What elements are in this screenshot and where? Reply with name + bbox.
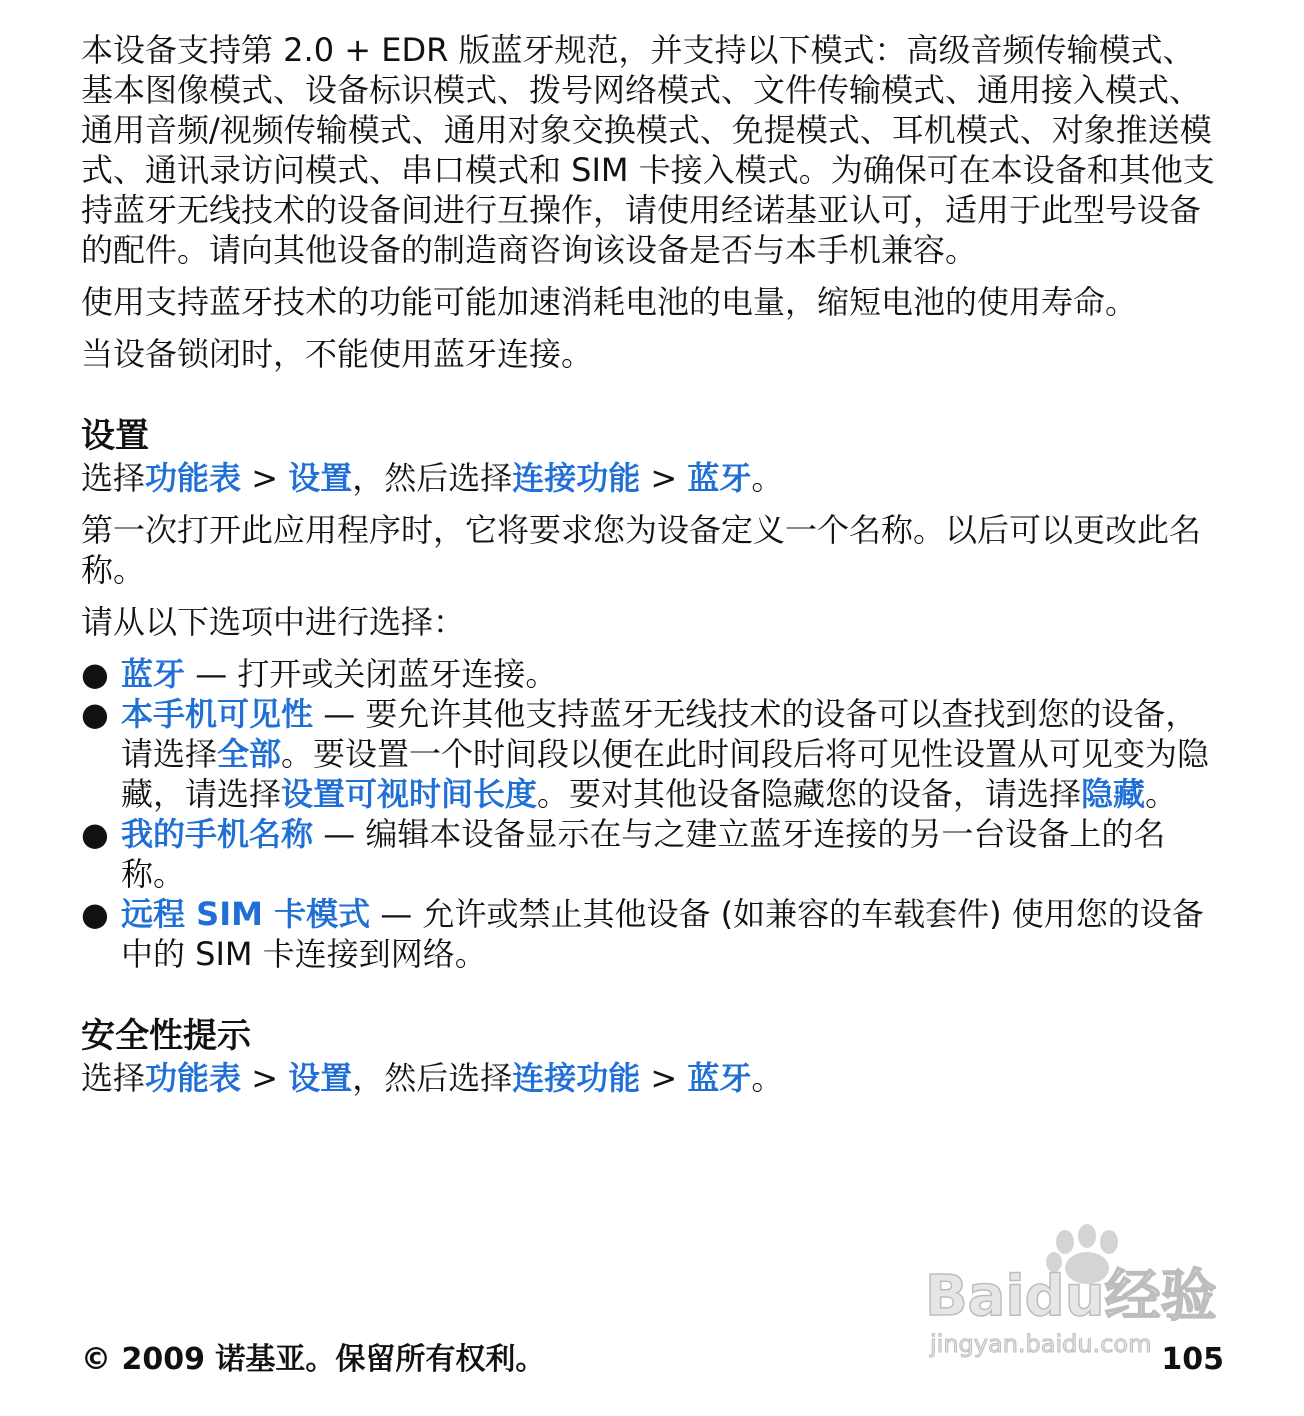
option-description: — 打开或关闭蓝牙连接。 <box>185 655 558 693</box>
option-phone-name[interactable]: 我的手机名称 <box>121 815 314 853</box>
choose-prompt: 请从以下选项中进行选择： <box>81 603 466 641</box>
list-item <box>81 894 1224 974</box>
list-item <box>81 694 1224 814</box>
option-value-all[interactable]: 全部 <box>217 735 282 773</box>
connectivity-link[interactable]: 连接功能 <box>512 1059 641 1097</box>
list-item <box>81 814 1224 894</box>
first-time-note: 第一次打开此应用程序时，它将要求您为设备定义一个名称。以后可以更改此名称。 <box>81 511 1202 589</box>
safety-menu-path <box>81 1058 1224 1098</box>
option-visibility[interactable]: 本手机可见性 <box>121 695 314 733</box>
bluetooth-link[interactable]: 蓝牙 <box>687 459 752 497</box>
option-description: — 要允许其他支持蓝牙无线技术的设备可以查找到您的设备，请选择 <box>121 695 1198 773</box>
settings-menu-path <box>81 458 1224 498</box>
path-middle: ，然后选择 <box>352 1059 513 1097</box>
path-middle: ，然后选择 <box>352 459 513 497</box>
page-footer <box>81 1340 1224 1380</box>
page-number: 105 <box>1161 1342 1224 1377</box>
connectivity-link[interactable]: 连接功能 <box>512 459 641 497</box>
option-value-define-period[interactable]: 设置可视时间长度 <box>281 775 538 813</box>
bullet-icon: ● <box>81 815 109 853</box>
option-value-hidden[interactable]: 隐藏 <box>1081 775 1146 813</box>
option-description: 。 <box>1145 775 1178 813</box>
option-description: 。要设置一个时间段以便在此时间段后将可见性设置从可见变为隐藏，请选择 <box>121 735 1210 813</box>
settings-link[interactable]: 设置 <box>288 459 353 497</box>
lock-note: 当设备锁闭时，不能使用蓝牙连接。 <box>81 335 594 373</box>
path-prefix: 选择 <box>81 459 146 497</box>
option-description: 。要对其他设备隐藏您的设备，请选择 <box>537 775 1082 813</box>
intro-paragraph: 本设备支持第 2.0 + EDR 版蓝牙规范，并支持以下模式：高级音频传输模式、基本图像模式、设备标识模式、拨号网络模式、文件传输模式、通用接入模式、通用音频/视频传输模式、通用对象交换模式、免提模式、耳机模式、对象推送模式、通讯录访问模式、串口模式和 SIM 卡接入模式。为确保可在本设备和其他支持蓝牙无线技术的设备间进行互操作，请使用经诺基亚认可，适用于此型号设备的配件。请向其他设备的制造商咨询该设备是否与本手机兼容。 <box>81 31 1215 269</box>
document-page <box>81 30 1224 1098</box>
copyright-notice: © 2009 诺基亚。保留所有权利。 <box>81 1342 546 1377</box>
safety-heading: 安全性提示 <box>81 1016 251 1056</box>
menu-link[interactable]: 功能表 <box>145 459 242 497</box>
settings-link[interactable]: 设置 <box>288 1059 353 1097</box>
menu-link[interactable]: 功能表 <box>145 1059 242 1097</box>
path-separator: > <box>640 459 688 497</box>
path-separator: > <box>241 1059 289 1097</box>
path-end: 。 <box>751 1059 784 1097</box>
path-separator: > <box>241 459 289 497</box>
option-bluetooth[interactable]: 蓝牙 <box>121 655 186 693</box>
settings-heading: 设置 <box>81 416 149 456</box>
bullet-icon: ● <box>81 895 109 933</box>
options-list <box>81 654 1224 974</box>
path-end: 。 <box>751 459 784 497</box>
option-remote-sim[interactable]: 远程 SIM 卡模式 <box>121 895 371 933</box>
battery-note: 使用支持蓝牙技术的功能可能加速消耗电池的电量，缩短电池的使用寿命。 <box>81 283 1138 321</box>
bullet-icon: ● <box>81 695 109 733</box>
list-item <box>81 654 1224 694</box>
watermark-brand: Baidu经验 <box>925 1264 1217 1329</box>
path-separator: > <box>640 1059 688 1097</box>
option-description: — 编辑本设备显示在与之建立蓝牙连接的另一台设备上的名称。 <box>121 815 1166 893</box>
bullet-icon: ● <box>81 655 109 693</box>
bluetooth-link[interactable]: 蓝牙 <box>687 1059 752 1097</box>
watermark-url: jingyan.baidu.com <box>930 1330 1152 1358</box>
path-prefix: 选择 <box>81 1059 146 1097</box>
option-description: — 允许或禁止其他设备 (如兼容的车载套件) 使用您的设备中的 SIM 卡连接到网络。 <box>121 895 1204 973</box>
